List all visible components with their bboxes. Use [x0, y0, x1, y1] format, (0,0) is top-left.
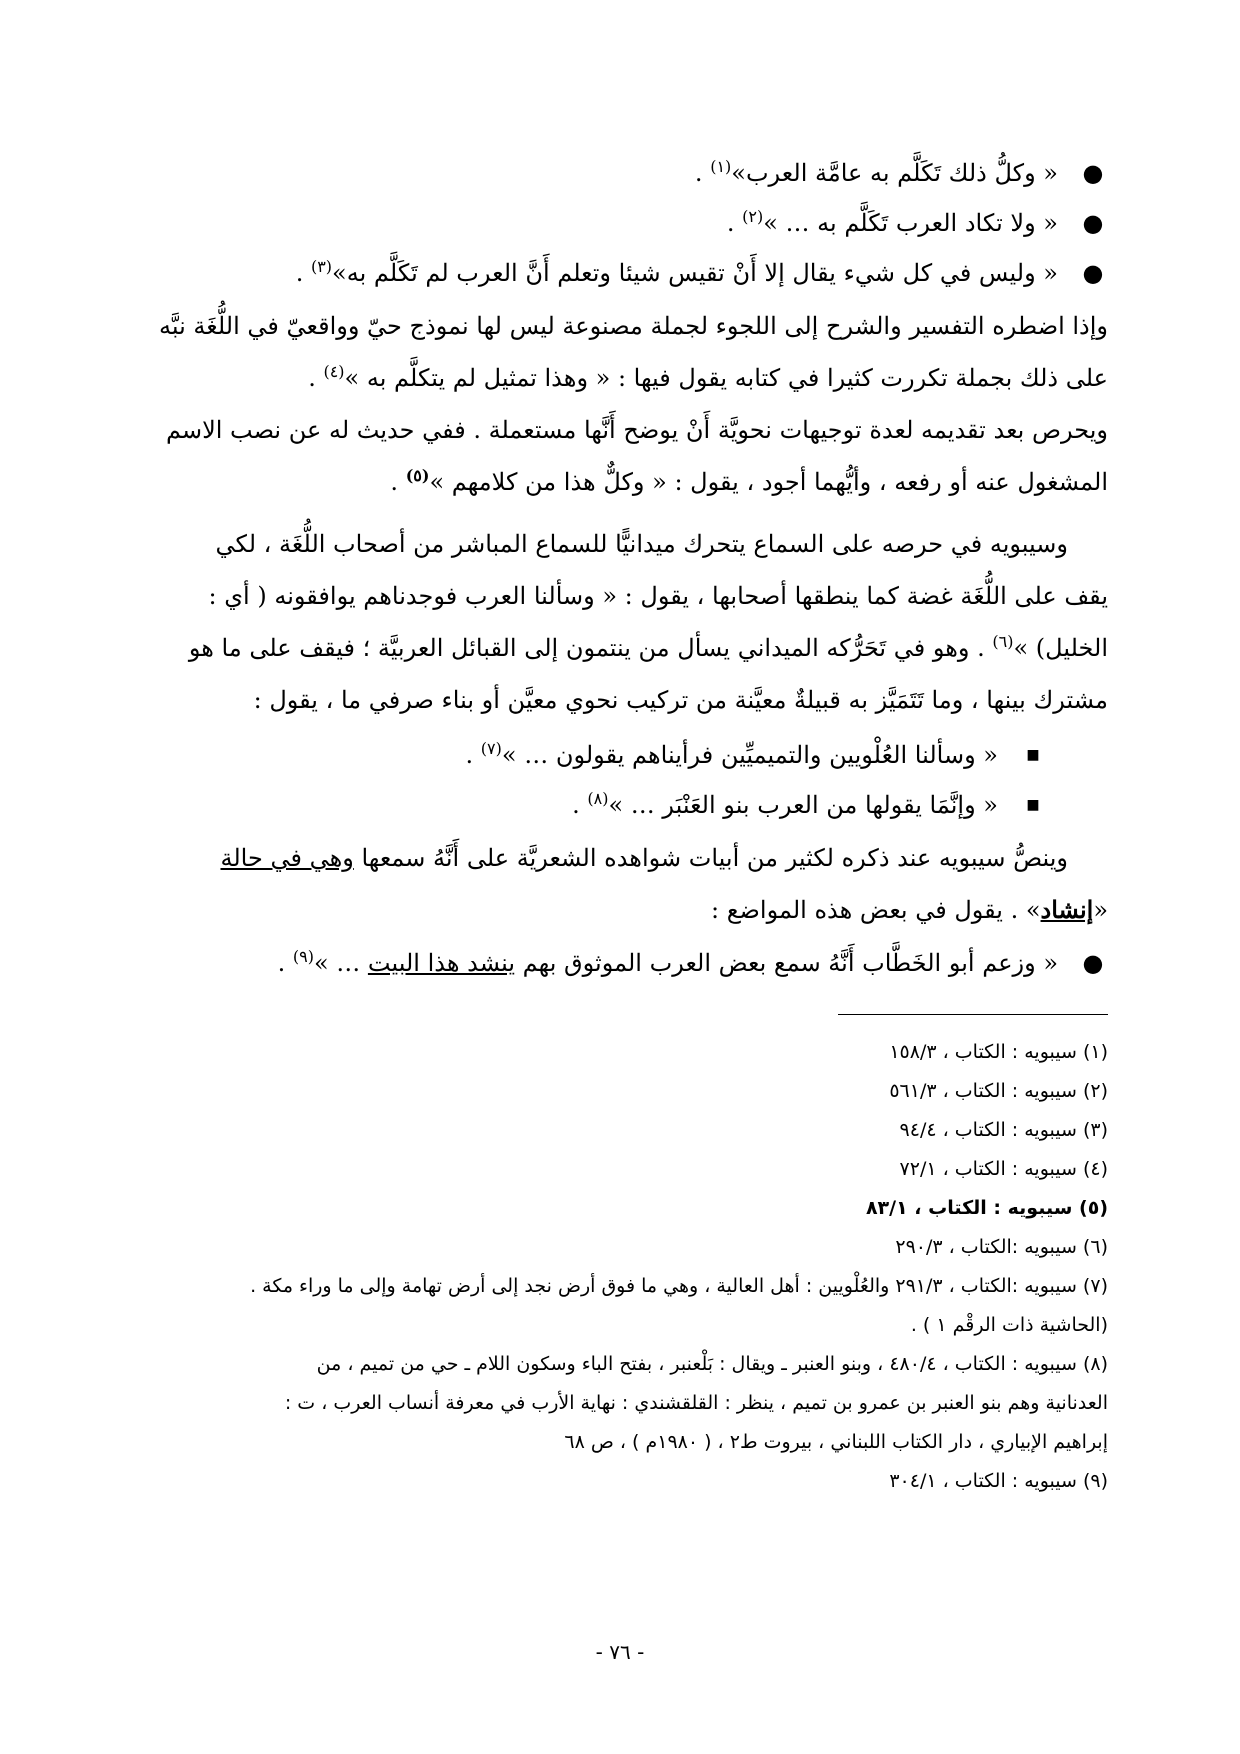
square-bullet-icon: ■: [1026, 797, 1040, 813]
paragraph-line: ويحرص بعد تقديمه لعدة توجيهات نحويَّة أَنْ يوضح أَنَّها مستعملة . ففي حديث له عن نصب الاسم: [165, 416, 1108, 444]
footnotes: [120, 1033, 1108, 1501]
square-bullet-icon: ■: [1026, 747, 1040, 763]
underlined-phrase: وهي في حالة: [220, 844, 354, 872]
underlined-phrase: ينشد هذا البيت: [367, 949, 516, 977]
footnote-separator: [838, 1014, 1108, 1015]
square-bullet-item-2: [120, 782, 1108, 828]
footnote: إبراهيم الإبياري ، دار الكتاب اللبناني ، بيروت ط٢ ، ( ١٩٨٠م ) ، ص ٦٨: [564, 1431, 1108, 1453]
footnote: (الحاشية ذات الرقْم ١ ) .: [910, 1314, 1108, 1336]
period: .: [295, 259, 311, 287]
bullet-item-2: [120, 200, 1108, 246]
footnote-ref[interactable]: (٢): [742, 207, 764, 226]
bullet-dot-icon: ●: [1082, 949, 1104, 977]
footnote-ref[interactable]: (٥): [405, 466, 430, 485]
paragraph-4: [120, 832, 1108, 936]
period: .: [390, 468, 406, 496]
bold-underlined-word: إنشاد: [1040, 895, 1094, 924]
paragraph-line: وسيبويه في حرصه على السماع يتحرك ميدانيًّا للسماع المباشر من أصحاب اللُّغَة ، لكي: [215, 530, 1068, 558]
footnote: (٨) سيبويه : الكتاب ، ٤٨٠/٤ ، وبنو العنبر ـ ويقال : بَلْعنبر ، بفتح الباء وسكون اللام ـ حي من تميم ، من: [316, 1353, 1108, 1375]
footnote-ref[interactable]: (٤): [323, 362, 345, 381]
paragraph-line: الخليل) »: [1013, 634, 1108, 662]
period: .: [726, 209, 743, 237]
paragraph-line: يقف على اللُّغَة غضة كما ينطقها أصحابها ، يقول : « وسألنا العرب فوجدناهم يوافقونه ( أي :: [208, 582, 1108, 610]
page-number: - ٧٦ -: [595, 1640, 645, 1664]
footnote: (٥) سيبويه : الكتاب ، ٨٣/١: [865, 1197, 1108, 1219]
period: .: [465, 741, 481, 769]
period: .: [308, 364, 324, 392]
quote-text: « ولا تكاد العرب تَكَلَّم به … »: [763, 209, 1058, 237]
paragraph-3: [120, 518, 1108, 726]
paragraph-1: [120, 300, 1108, 404]
paragraph-line: وينصُّ سيبويه عند ذكره لكثير من أبيات شواهده الشعريَّة على أَنَّهُ سمعها: [353, 844, 1068, 872]
quote-mark: »: [1025, 896, 1041, 924]
footnote-ref[interactable]: (٣): [310, 257, 333, 276]
paragraph-line: . يقول في بعض هذه المواضع :: [711, 896, 1026, 924]
paragraph-2: [120, 404, 1108, 508]
period: .: [694, 159, 711, 187]
paragraph-line: مشترك بينها ، وما تَتَمَيَّز به قبيلةٌ معيَّنة من تركيب نحوي معيَّن أو بناء صرفي ما ، يقول :: [253, 686, 1108, 714]
footnote: (٣) سيبويه : الكتاب ، ٩٤/٤: [899, 1119, 1108, 1141]
quote-text: « وكلُّ ذلك تَكَلَّم به عامَّة العرب»: [731, 159, 1058, 187]
quote-text: « وليس في كل شيء يقال إلا أَنْ تقيس شيئا وتعلم أَنَّ العرب لم تَكَلَّم به»: [332, 259, 1058, 287]
paragraph-line: وإذا اضطره التفسير والشرح إلى اللجوء لجملة مصنوعة ليس لها نموذج حيّ وواقعيّ في اللُّغَة نبَّه: [159, 312, 1108, 340]
square-bullet-item-1: [120, 732, 1108, 778]
paragraph-line: على ذلك بجملة تكررت كثيرا في كتابه يقول فيها : « وهذا تمثيل لم يتكلَّم به »: [344, 364, 1108, 392]
footnote-ref[interactable]: (٨): [587, 789, 609, 808]
quote-text: … »: [313, 949, 368, 977]
bullet-item-4: [120, 940, 1108, 986]
footnote: (٩) سيبويه : الكتاب ، ٣٠٤/١: [889, 1470, 1108, 1492]
paragraph-line: المشغول عنه أو رفعه ، وأيُّهما أجود ، يقول : « وكلٌّ هذا من كلامهم »: [429, 468, 1108, 496]
paragraph-line: . وهو في تَحَرُّكه الميداني يسأل من ينتمون إلى القبائل العربيَّة ؛ فيقف على ما هو: [188, 634, 993, 662]
footnote: (٢) سيبويه : الكتاب ، ٥٦١/٣: [889, 1080, 1108, 1102]
quote-mark: «: [1093, 896, 1108, 924]
bullet-item-3: [120, 250, 1108, 296]
bullet-dot-icon: ●: [1082, 159, 1104, 187]
footnote: (٦) سيبويه :الكتاب ، ٢٩٠/٣: [895, 1236, 1108, 1258]
footnote-ref[interactable]: (٧): [480, 739, 502, 758]
period: .: [277, 949, 293, 977]
footnote: (١) سيبويه : الكتاب ، ١٥٨/٣: [889, 1041, 1108, 1063]
bullet-item-1: [120, 150, 1108, 196]
footnote-ref[interactable]: (٩): [292, 947, 314, 966]
bullet-dot-icon: ●: [1082, 209, 1104, 237]
quote-text: « وزعم أبو الخَطَّاب أَنَّهُ سمع بعض العرب الموثوق بهم: [515, 949, 1058, 977]
footnote: (٧) سيبويه :الكتاب ، ٢٩١/٣ والعُلْويين : أهل العالية ، وهي ما فوق أرض نجد إلى أرض تهامة وإلى ما وراء مكة .: [250, 1275, 1108, 1297]
quote-text: « وإنَّمَا يقولها من العرب بنو العَنْبَر … »: [608, 791, 998, 819]
footnote: العدنانية وهم بنو العنبر بن عمرو بن تميم ، ينظر : القلقشندي : نهاية الأرب في معرفة أنساب العرب ، ت :: [284, 1392, 1108, 1414]
footnote-ref[interactable]: (٦): [992, 632, 1014, 651]
document-page: [120, 150, 1108, 1501]
footnote-ref[interactable]: (١): [710, 157, 732, 176]
quote-text: « وسألنا العُلْويين والتميميِّين فرأيناهم يقولون … »: [501, 741, 998, 769]
bullet-dot-icon: ●: [1082, 259, 1104, 287]
period: .: [572, 791, 588, 819]
footnote: (٤) سيبويه : الكتاب ، ٧٢/١: [899, 1158, 1108, 1180]
